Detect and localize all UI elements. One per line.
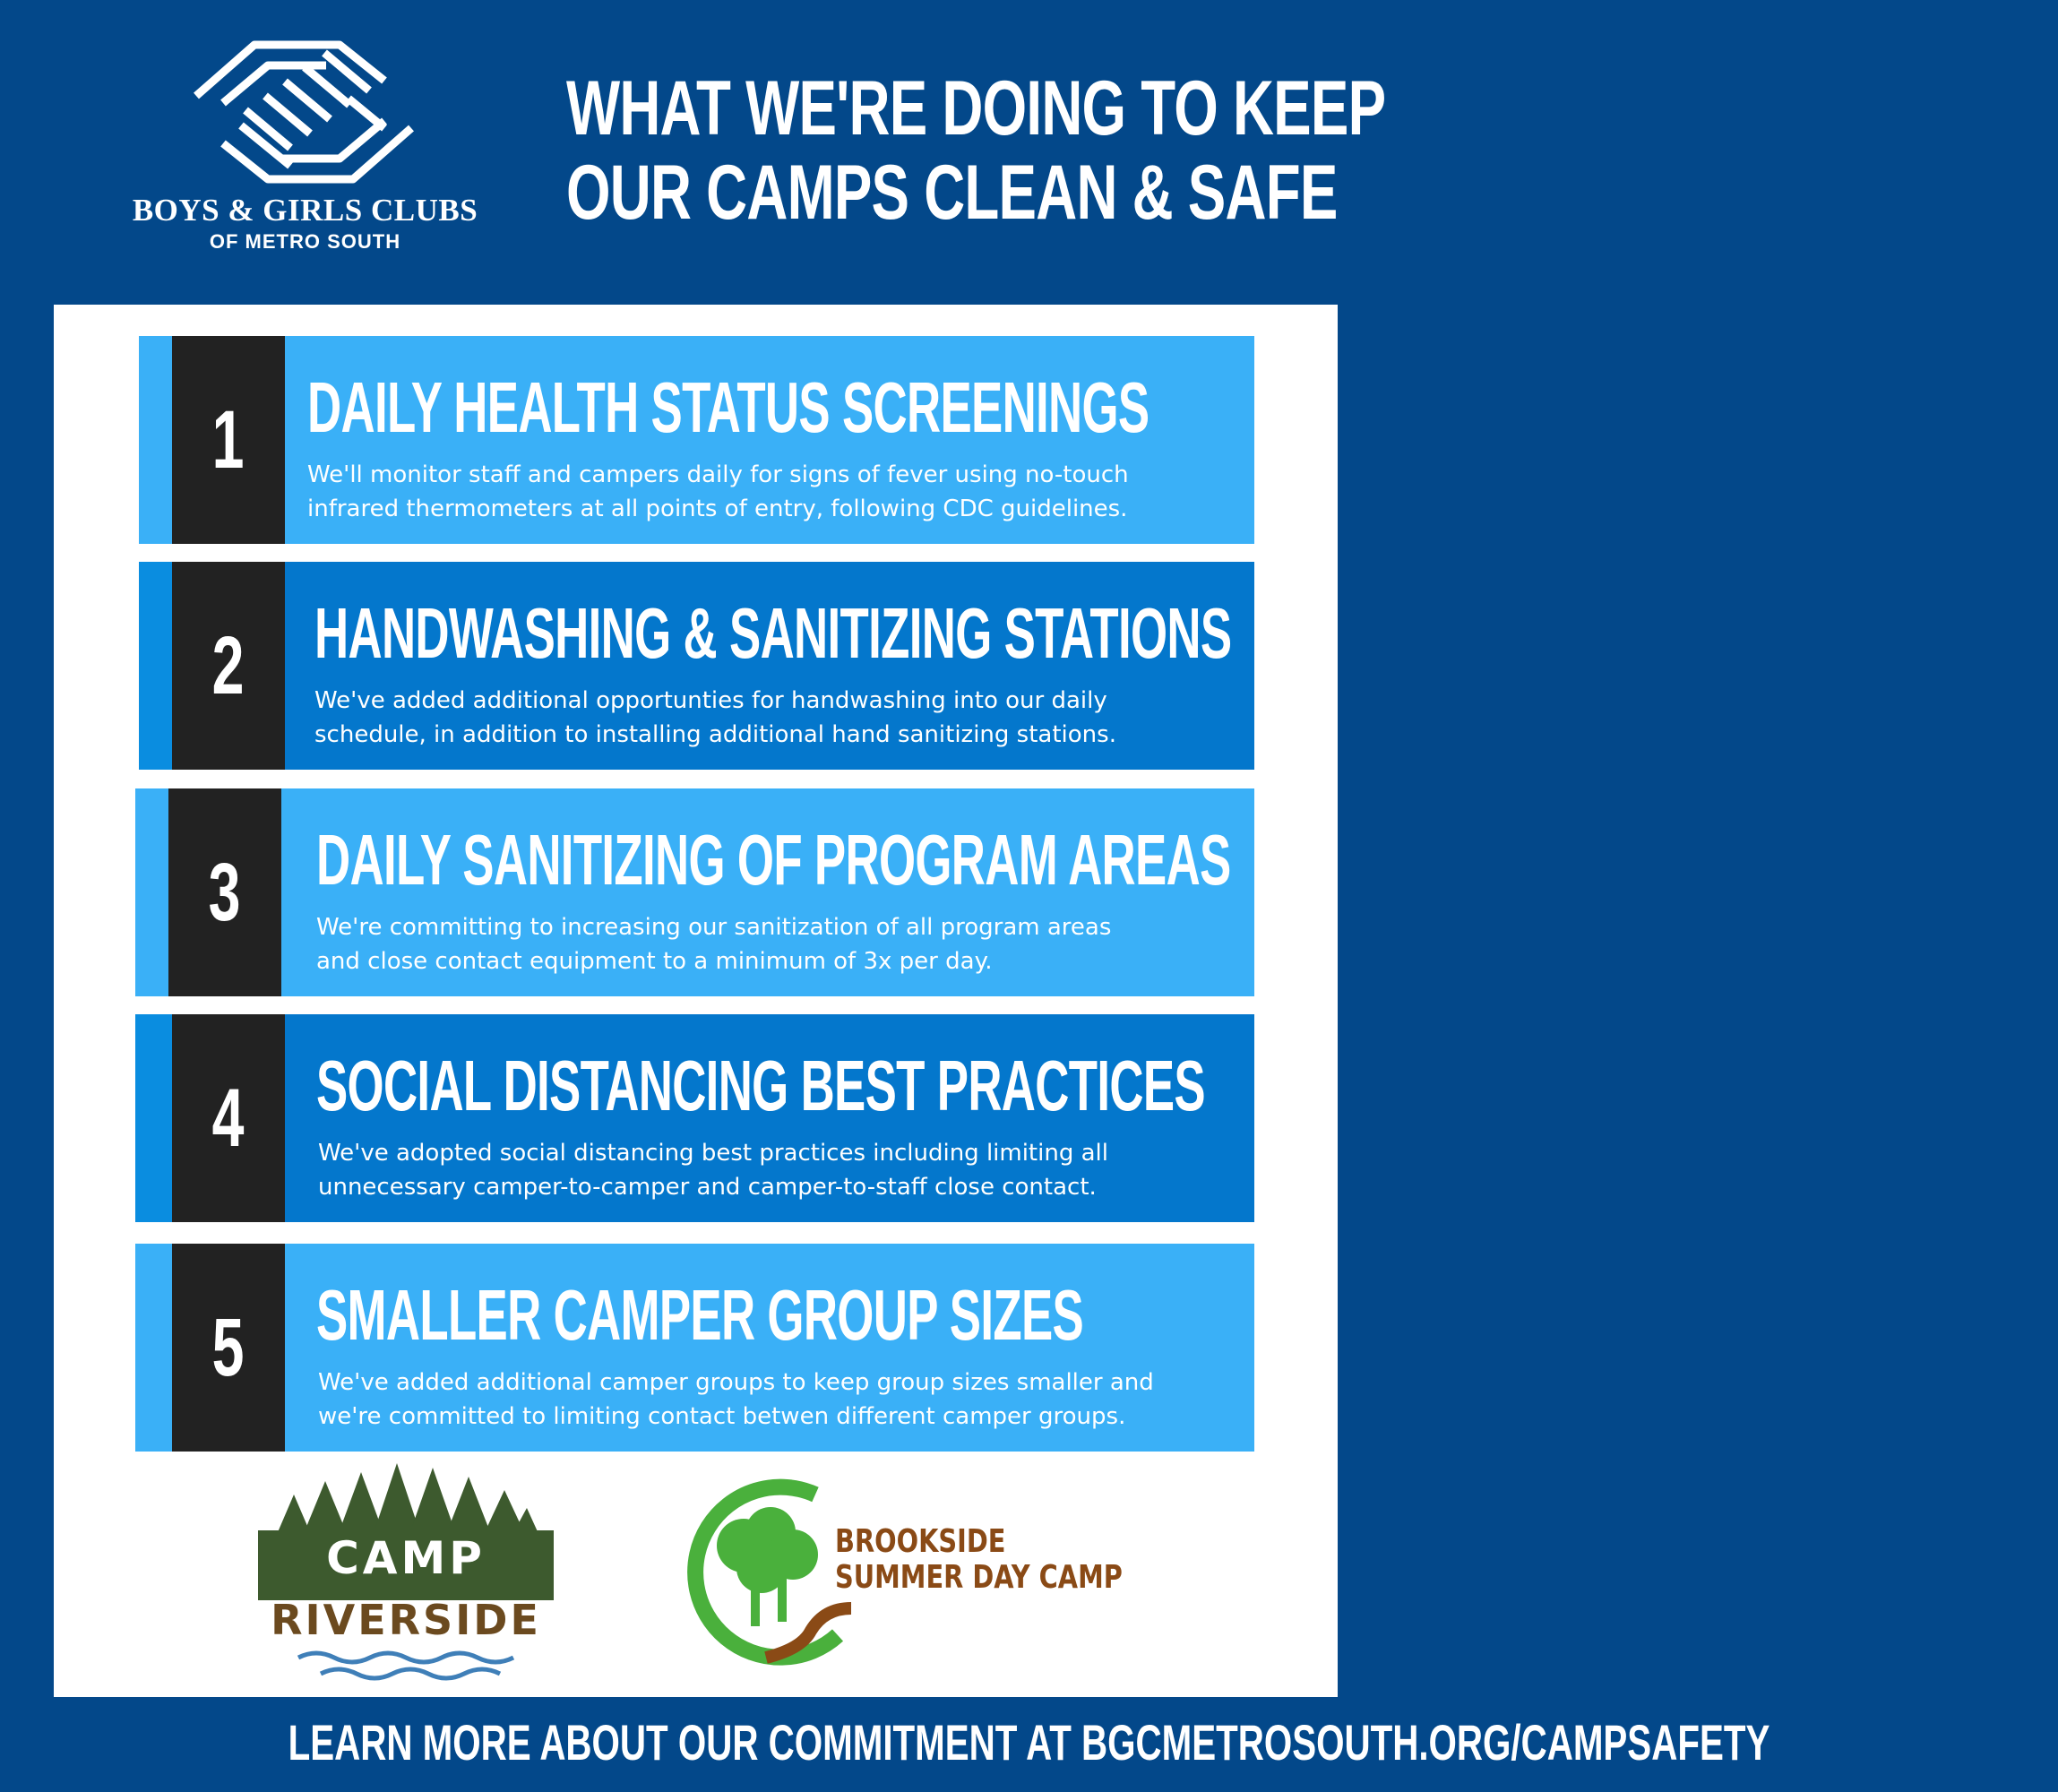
footer-text: LEARN MORE ABOUT OUR COMMITMENT AT BGCMETROSOUTH.ORG/CAMPSAFETY <box>288 1714 1770 1770</box>
brookside-logo <box>681 1469 1183 1676</box>
item-title: SMALLER CAMPER GROUP SIZES <box>316 1275 1084 1355</box>
item-description-line: We're committing to increasing our sanitization of all program areas <box>316 914 1112 941</box>
header <box>0 0 1384 305</box>
item-description-line: We've added additional camper groups to keep group sizes smaller and <box>318 1369 1154 1396</box>
item-description-line: We'll monitor staff and campers daily for signs of fever using no-touch <box>307 461 1129 488</box>
item-number: 1 <box>212 393 245 486</box>
item-description-line: infrared thermometers at all points of entry, following CDC guidelines. <box>307 495 1128 522</box>
content-panel <box>54 305 1338 1697</box>
camp-riverside-logo <box>258 1459 554 1683</box>
list-item <box>135 788 1254 996</box>
item-title: HANDWASHING & SANITIZING STATIONS <box>314 593 1232 673</box>
item-number-box <box>172 1014 285 1222</box>
item-number-box <box>168 788 281 996</box>
item-title: DAILY HEALTH STATUS SCREENINGS <box>307 367 1150 447</box>
item-number-box <box>172 562 285 770</box>
camp-riverside-line-1: CAMP <box>326 1532 486 1584</box>
item-description <box>318 1136 1232 1204</box>
page-title <box>566 65 1386 236</box>
camp-riverside-line-2: RIVERSIDE <box>271 1596 541 1644</box>
list-item <box>139 562 1254 770</box>
item-description <box>307 458 1221 526</box>
item-strip <box>139 562 172 770</box>
camp-logos <box>54 1452 1338 1693</box>
org-subtitle: OF METRO SOUTH <box>209 230 401 253</box>
item-description-line: We've adopted social distancing best practices including limiting all <box>318 1140 1108 1167</box>
item-number: 4 <box>212 1072 245 1164</box>
item-description-line: schedule, in addition to installing additional hand sanitizing stations. <box>314 721 1116 748</box>
item-title: SOCIAL DISTANCING BEST PRACTICES <box>316 1046 1205 1125</box>
item-strip <box>135 1244 172 1452</box>
item-number: 2 <box>212 619 245 711</box>
brookside-line-1: BROOKSIDE <box>835 1523 1006 1560</box>
item-number: 5 <box>212 1301 245 1393</box>
bgc-logo <box>106 40 504 255</box>
headline-line-1: WHAT WE'RE DOING TO KEEP <box>566 65 1386 151</box>
tree-circle-icon <box>681 1469 851 1676</box>
item-number-box <box>172 1244 285 1452</box>
item-description <box>314 684 1228 752</box>
org-name: BOYS & GIRLS CLUBS <box>132 193 478 228</box>
item-number: 3 <box>209 846 241 938</box>
item-description-line: unnecessary camper-to-camper and camper-to-staff close contact. <box>318 1174 1097 1201</box>
clasped-hands-icon <box>192 40 416 184</box>
item-description-line: We've added additional opportunties for handwashing into our daily <box>314 687 1107 714</box>
item-description-line: and close contact equipment to a minimum of 3x per day. <box>316 948 993 975</box>
footer-call-to-action <box>0 1711 1770 1774</box>
item-description <box>318 1366 1232 1434</box>
headline-line-2: OUR CAMPS CLEAN & SAFE <box>566 150 1338 236</box>
list-item <box>139 336 1254 544</box>
item-strip <box>139 336 172 544</box>
list-item <box>135 1244 1254 1452</box>
item-description <box>316 910 1230 978</box>
list-item <box>135 1014 1254 1222</box>
item-description-line: we're committed to limiting contact betwen different camper groups. <box>318 1403 1126 1430</box>
item-title: DAILY SANITIZING OF PROGRAM AREAS <box>316 820 1231 900</box>
brookside-line-2: SUMMER DAY CAMP <box>835 1559 1123 1596</box>
item-strip <box>135 1014 172 1222</box>
item-strip <box>135 788 168 996</box>
item-number-box <box>172 336 285 544</box>
